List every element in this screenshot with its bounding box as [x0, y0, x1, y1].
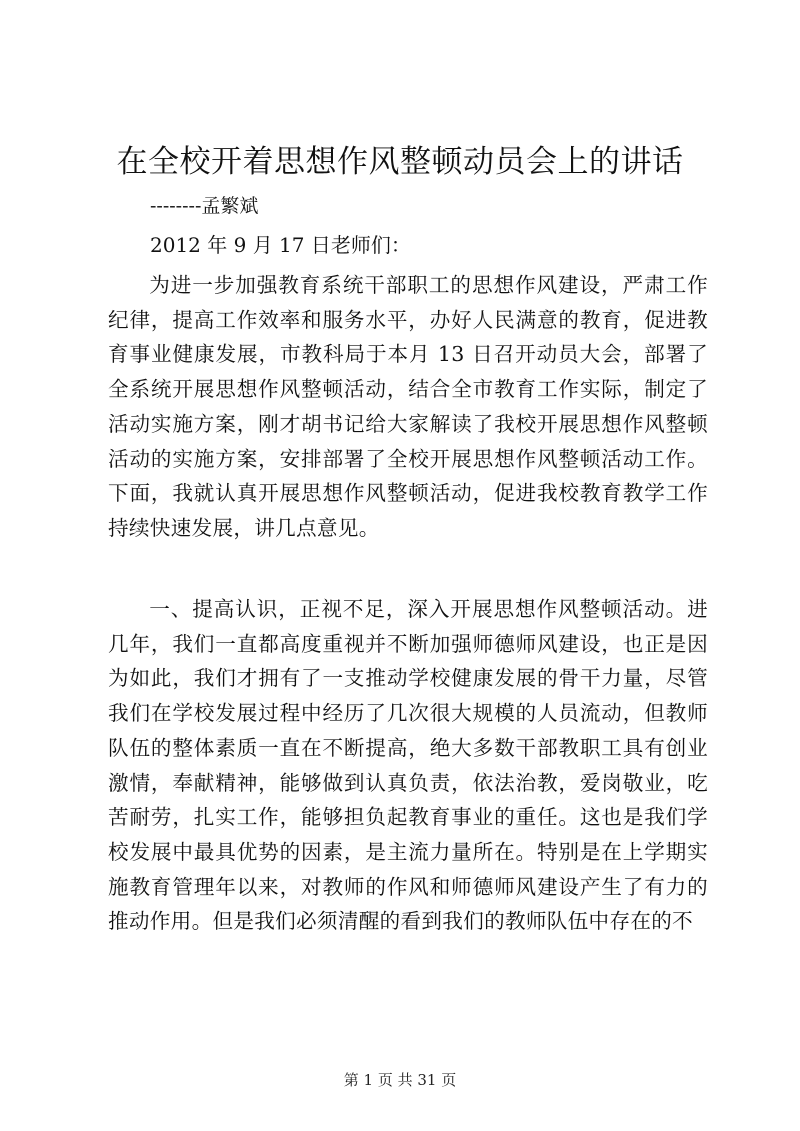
page-number-footer: 第 1 页 共 31 页 [343, 1071, 457, 1089]
author-line: --------孟繁斌 [150, 195, 259, 217]
body-paragraph: 一、提高认识，正视不足，深入开展思想作风整顿活动。进几年，我们一直都高度重视并不断加强师德师风建设，也正是因为如此，我们才拥有了一支推动学校健康发展的骨干力量，尽管我们在学校发展过程中经历了几次很大规模的人员流动，但教师队伍的整体素质一直在不断提高，绝大多数干部教职工具有创业激情，奉献精神，能够做到认真负责，依法治教，爱岗敬业，吃苦耐劳，扎实工作，能够担负起教育事业的重任。这也是我们学校发展中最具优势的因素，是主流力量所在。特别是在上学期实施教育管理年以来，对教师的作风和师德师风建设产生了有力的推动作用。但是我们必须清醒的看到我们的教师队伍中存在的不 [108, 597, 708, 934]
body-paragraph: 为进一步加强教育系统干部职工的思想作风建设，严肃工作纪律，提高工作效率和服务水平，办好人民满意的教育，促进教育事业健康发展，市教科局于本月 13 日召开动员大会，部署了全系统开展思想作风整顿活动，结合全市教育工作实际，制定了活动实施方案，刚才胡书记给大家解读了我校开展思想作风整顿活动的实施方案，安排部署了全校开展思想作风整顿活动工作。下面，我就认真开展思想作风整顿活动，促进我校教育教学工作持续快速发展，讲几点意见。 [108, 273, 708, 540]
document-title: 在全校开着思想作风整顿动员会上的讲话 [116, 144, 684, 180]
date-salutation-line: 2012 年 9 月 17 日老师们： [150, 233, 411, 257]
